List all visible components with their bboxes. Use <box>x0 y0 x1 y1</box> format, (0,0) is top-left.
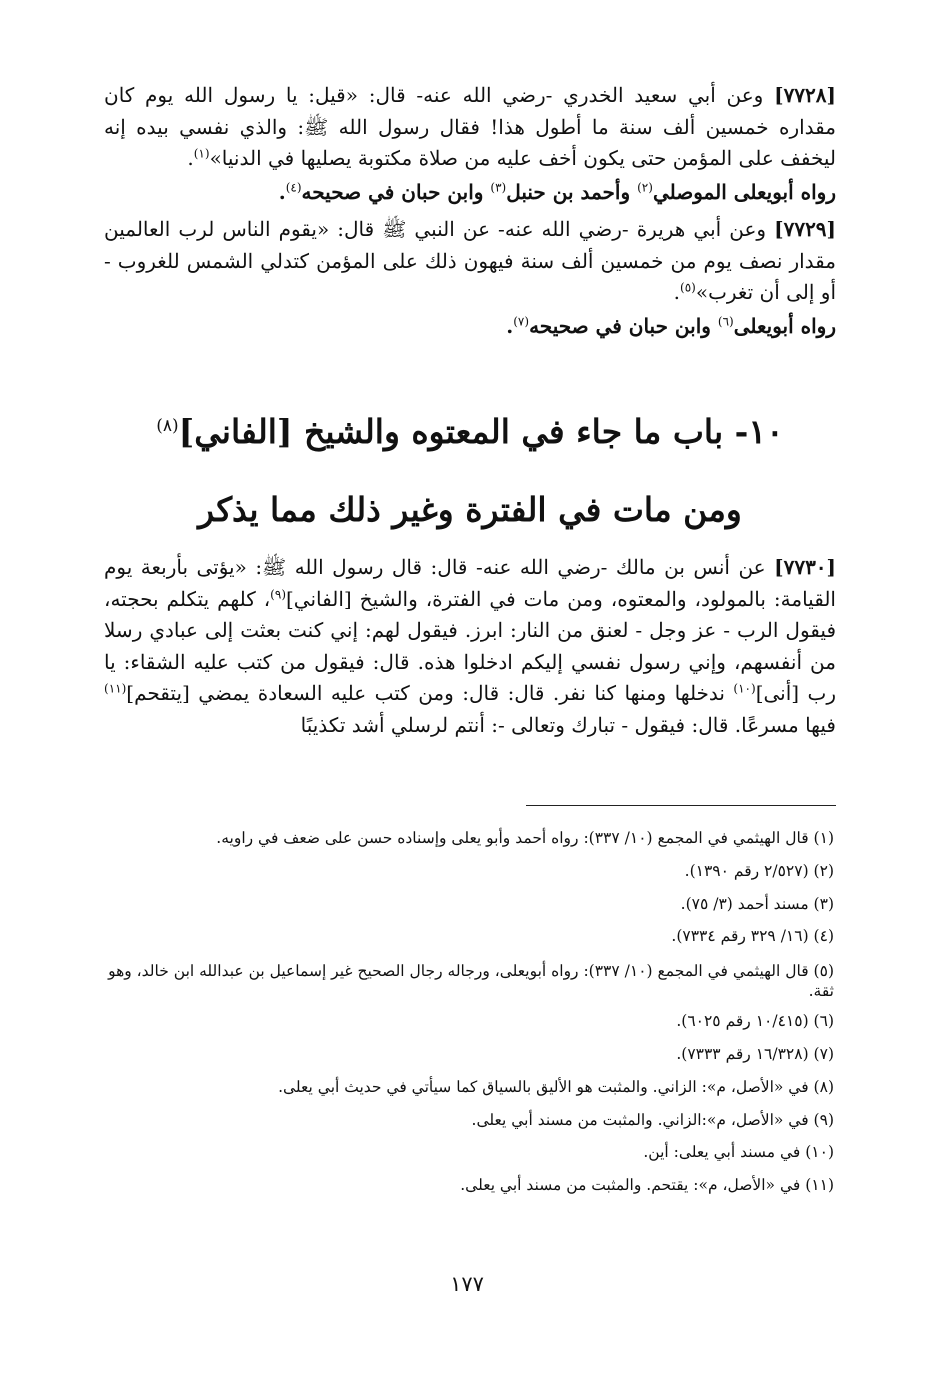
hadith-source: رواه أبويعلى$^{(٦)}$ وابن حبان في صحيحه$^{(٧)}$. <box>506 313 836 338</box>
main-text-top <box>104 80 836 348</box>
chapter-subheading: ومن مات في الفترة وغير ذلك مما يذكر <box>198 490 742 529</box>
footnote-ref[interactable]: (٨) <box>156 416 179 436</box>
footnote-3: (٣) مسند أحمد (٣/ ٧٥). <box>680 894 834 913</box>
hadith-number: [٧٧٢٨] <box>774 83 836 107</box>
footnote-10: (١٠) في مسند أبي يعلى: أين. <box>643 1143 834 1162</box>
footnote-2: (٢) (٢/٥٢٧ رقم ١٣٩٠). <box>684 861 834 880</box>
main-text-bottom <box>104 552 836 743</box>
hadith-source: رواه أبويعلى الموصلي$^{(٢)}$ وأحمد بن حنبل$^{(٣)}$ وابن حبان في صحيحه$^{(٤)}$. <box>278 179 836 204</box>
footnote-ref[interactable]: (٩) <box>270 586 286 601</box>
footnote-6: (٦) (١٠/٤١٥ رقم ٦٠٢٥). <box>676 1012 834 1031</box>
footnote-ref[interactable]: (٤) <box>285 179 302 194</box>
footnote-4: (٤) (١٦/ ٣٢٩ رقم ٧٣٣٤). <box>671 927 834 946</box>
footnote-11: (١١) في «الأصل، م»: يقتحم. والمثبت من مسند أبي يعلى. <box>460 1176 834 1195</box>
footnote-ref[interactable]: (١١) <box>104 681 127 696</box>
footnote-ref[interactable]: (١٠) <box>733 681 756 696</box>
hadith-7730: [٧٧٣٠] عن أنس بن مالك -رضي الله عنه- قال: قال رسول الله ﷺ: «يؤتى بأربعة يوم القيامة: بالمولود، والمعتوه، ومن مات في الفترة، والشيخ [الفاني]$^{(٩)}$، كلهم يتكلم بحجته، فيقول الرب - عز وجل - لعنق من النار: ابرز. فيقول لهم: إني كنت بعثت إلى عبادي رسلا من أنفسهم، وإني رسول نفسي إليكم ادخلوا هذه. قال: فيقول من كتب عليه الشقاء: يا رب [أنى]$^{(١٠)}$ ندخلها ومنها كنا نفر. قال: قال: ومن كتب عليه السعادة يمضي [يتقحم]$^{(١١)}$ فيها مسرعًا. قال: فيقول - تبارك وتعالى -: أنتم لرسلي أشد تكذيبًا <box>104 555 837 737</box>
footnote-9: (٩) في «الأصل، م»:الزاني. والمثبت من مسند أبي يعلى. <box>471 1110 834 1129</box>
footnotes <box>104 822 834 1202</box>
footnote-5: (٥) قال الهيثمي في المجمع (١٠/ ٣٣٧): رواه أبويعلى، ورجاله رجال الصحيح غير إسماعيل بن عبدالله ابن خالد، وهو ثقة. <box>108 962 834 1001</box>
footnote-ref[interactable]: (٦) <box>717 313 734 328</box>
hadith-7729: [٧٧٢٩] وعن أبي هريرة -رضي الله عنه- عن النبي ﷺ قال: «يقوم الناس لرب العالمين مقدار نصف يوم من خمسين ألف سنة فيهون ذلك على المؤمن كتدلي الشمس للغروب - أو إلى أن تغرب»$^{(٥)}$. <box>104 217 837 304</box>
hadith-number: [٧٧٢٩] <box>774 217 837 241</box>
hadith-7728: [٧٧٢٨] وعن أبي سعيد الخدري -رضي الله عنه- قال: «قيل: يا رسول الله يوم كان مقداره خمسين ألف سنة ما أطول هذا! فقال رسول الله ﷺ: والذي نفسي بيده إنه ليخفف على المؤمن حتى يكون أخف عليه من صلاة مكتوبة يصليها في الدنيا»$^{(١)}$. <box>104 83 836 170</box>
hadith-number: [٧٧٣٠] <box>774 555 837 579</box>
hadith-text: وعن أبي سعيد الخدري -رضي الله عنه- قال: «قيل: يا رسول الله يوم كان مقداره خمسين ألف سنة ما أطول هذا! فقال رسول الله ﷺ: والذي نفسي بيده إنه ليخفف على المؤمن حتى يكون أخف عليه من صلاة مكتوبة يصليها في الدنيا» <box>104 83 836 170</box>
footnote-ref[interactable]: (٢) <box>637 179 653 194</box>
footnote-8: (٨) في «الأصل، م»: الزاني. والمثبت هو الأليق بالسياق كما سيأتي في حديث أبي يعلى. <box>278 1077 834 1096</box>
footnote-ref[interactable]: (٧) <box>513 313 530 328</box>
footnote-ref[interactable]: (٣) <box>490 179 507 194</box>
footnote-1: (١) قال الهيثمي في المجمع (١٠/ ٣٣٧): رواه أحمد وأبو يعلى وإسناده حسن على ضعف في راويه. <box>216 829 834 847</box>
footnote-ref[interactable]: (٥) <box>680 280 696 295</box>
chapter-heading: ١٠- باب ما جاء في المعتوه والشيخ [الفاني]$^{(٨)}$ <box>156 412 784 451</box>
footnote-7: (٧) (١٦/٣٢٨ رقم ٧٣٣٣). <box>676 1044 834 1063</box>
footnote-divider <box>526 805 836 806</box>
hadith-text: وعن أبي هريرة -رضي الله عنه- عن النبي ﷺ قال: «يقوم الناس لرب العالمين مقدار نصف يوم من خمسين ألف سنة فيهون ذلك على المؤمن كتدلي الشمس للغروب - أو إلى أن تغرب» <box>104 217 836 304</box>
page-number: ١٧٧ <box>450 1272 484 1296</box>
footnote-ref[interactable]: (١) <box>193 146 210 161</box>
